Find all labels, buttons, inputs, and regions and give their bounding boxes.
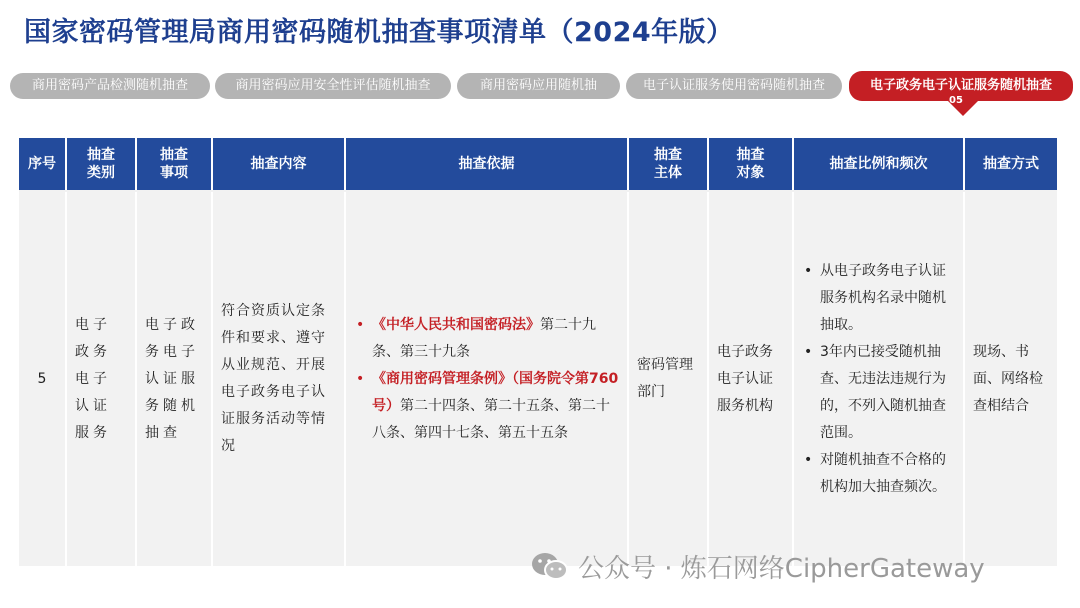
ratio-item: • 对随机抽查不合格的机构加大抽查频次。 (802, 447, 955, 501)
header-subject: 抽查 主体 (629, 138, 709, 190)
basis-item: • 《中华人民共和国密码法》第二十九条、第三十九条 (354, 312, 619, 366)
header-category: 抽查 类别 (67, 138, 137, 190)
cell-content: 符合资质认定条件和要求、遵守从业规范、开展电子政务电子认证服务活动等情况 (213, 192, 346, 566)
tab-security-assessment[interactable]: 商用密码应用安全性评估随机抽查 (215, 73, 451, 99)
cell-category: 电子政务电子认证服务 (67, 192, 137, 566)
tab-product-testing[interactable]: 商用密码产品检测随机抽查 (10, 73, 210, 99)
header-method: 抽查方式 (983, 156, 1039, 172)
header-content: 抽查内容 (213, 138, 346, 190)
header-item: 抽查 事项 (137, 138, 213, 190)
cell-method: 现场、书面、网络检查相结合 (973, 343, 1043, 414)
cell-basis (346, 192, 629, 566)
page-title: 国家密码管理局商用密码随机抽查事项清单（2024年版） (24, 17, 734, 48)
tab-number: 05 (949, 95, 963, 106)
table-header (19, 138, 1057, 190)
watermark (530, 548, 985, 585)
wechat-icon (530, 551, 570, 583)
tab-e-auth-service[interactable]: 电子认证服务使用密码随机抽查 (626, 73, 842, 99)
header-object: 抽查 对象 (709, 138, 794, 190)
cell-ratio (794, 192, 965, 566)
inspection-table (19, 138, 1057, 566)
tab-application-check[interactable]: 商用密码应用随机抽 (457, 73, 620, 99)
basis-item: • 《商用密码管理条例》（国务院令第760号）第二十四条、第二十五条、第二十八条、第四十七条、第五十五条 (354, 366, 619, 447)
header-seq: 序号 (19, 138, 67, 190)
ratio-item: • 从电子政务电子认证服务机构名录中随机抽取。 (802, 258, 955, 339)
cell-object: 电子政务电子认证服务机构 (709, 192, 794, 566)
cell-subject: 密码管理部门 (629, 192, 709, 566)
ratio-item: • 3年内已接受随机抽查、无违法违规行为的，不列入随机抽查范围。 (802, 339, 955, 447)
header-basis: 抽查依据 (346, 138, 629, 190)
watermark-text: 公众号 · 炼石网络CipherGateway (578, 554, 985, 584)
header-ratio: 抽查比例和频次 (794, 138, 965, 190)
cell-item: 电子政务电子认证服务随机抽查 (137, 192, 213, 566)
cell-seq: 5 (19, 192, 67, 566)
tab-egov-auth-service[interactable]: 电子政务电子认证服务随机抽查 (849, 71, 1073, 101)
active-tab-pointer (939, 92, 987, 116)
